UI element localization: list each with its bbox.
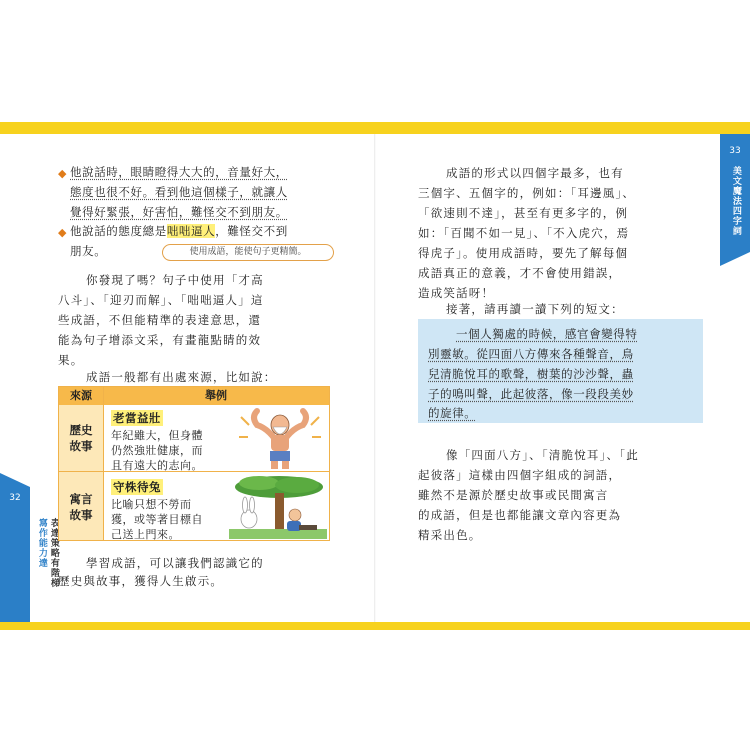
passage-line: 兒清脆悅耳的歌聲，樹葉的沙沙聲，蟲 [428,367,634,381]
category-fable [59,491,103,523]
bullet-2-line-2: 朋友。 [70,244,107,258]
tab-corner [720,252,750,266]
paragraph-line: 得虎子」。使用成語時，要先了解每個 [418,246,629,260]
paragraph-line: 學習成語，可以讓我們認識它的 [86,556,264,570]
bullet-1-line-2: 態度也很不好。看到他這個樣子，就讓人 [70,185,288,199]
table-header-source: 來源 [70,389,92,402]
paragraph-line: 精采出色。 [418,528,482,542]
category-line: 故事 [69,439,93,453]
paragraph-line: 接著，請再讀一讀下列的短文： [446,302,624,316]
idiom-title: 老當益壯 [113,411,161,425]
left-side-label: 寫作能力達 [36,518,47,568]
paragraph-line: 成語一般都有出處來源，比如說： [86,370,277,384]
idiom-definition-line: 獲，或等著目標自 [111,513,203,526]
idiom-highlight: 咄咄逼人 [166,224,216,238]
page-number-right: 33 [729,146,741,156]
paragraph-line: 三個字、五個字的，例如：「耳邊風」、 [418,186,636,200]
table-header-example: 舉例 [205,389,227,402]
diamond-bullet-icon: ◆ [58,226,67,239]
bottom-yellow-band [0,622,750,630]
left-side-title: 表達策略有階梯 [48,518,59,588]
paragraph-line: 成語的形式以四個字最多，也有 [446,166,624,180]
paragraph-line: 像「四面八方」、「清脆悅耳」、「此 [446,448,639,462]
page-number-left: 32 [9,493,21,503]
paragraph-line: 成語真正的意義，才不會使用錯誤， [418,266,622,280]
idiom-definition-line: 比喻只想不勞而 [111,498,192,511]
paragraph-line: 能為句子增添文采，有畫龍點睛的效 [58,333,262,347]
paragraph-line: 如：「百聞不如一見」、「不入虎穴，焉 [418,226,630,240]
paragraph-line: 起彼落」這樣由四個字組成的詞語， [418,468,622,482]
old-man-illustration [235,407,325,469]
table-divider [103,387,104,540]
tree-and-rabbit-illustration [229,475,327,539]
passage-line: 一個人獨處的時候，感官會變得特 [456,327,638,341]
paragraph-line: 雖然不是源於歷史故事或民間寓言 [418,488,609,502]
category-line: 故事 [69,508,93,522]
book-spine [374,134,376,622]
tip-callout: 使用成語，能使句子更精簡。 [162,244,334,261]
category-history [59,422,103,454]
paragraph-line: 「欲速則不達」，甚至有更多字的，例 [418,206,629,220]
tab-corner [0,473,30,487]
paragraph-line: 果。 [58,353,84,367]
paragraph-line: 些成語，不但能精準的表達意思，還 [58,313,262,327]
left-page-tab [0,487,30,622]
idiom-title: 守株待兔 [113,480,161,494]
paragraph-line: 八斗」、「迎刃而解」、「咄咄逼人」這 [58,293,264,307]
paragraph-line: 歷史與故事，獲得人生啟示。 [58,574,224,588]
passage-line: 子的鳴叫聲，此起彼落，像一段段美妙 [428,387,634,401]
passage-line: 別靈敏。從四面八方傳來各種聲音，鳥 [428,347,634,361]
diamond-bullet-icon: ◆ [58,167,67,180]
idiom-definition-line: 仍然強壯健康，而 [111,444,203,457]
idiom-definition-line: 己送上門來。 [111,528,180,541]
paragraph-line: 你發現了嗎？句子中使用「才高 [86,273,264,287]
category-line: 寓言 [69,492,93,506]
passage-line: 的旋律。 [428,406,477,420]
idiom-definition-line: 且有遠大的志向。 [111,459,203,472]
bullet-1-line-1: 他說話時，眼睛瞪得大大的，音量好大， [70,165,288,179]
bullet-2-text-b: ，難怪交不到 [215,224,288,238]
bullet-2-line-1 [70,223,288,239]
right-side-title: 美文魔法四字詞 [730,166,741,236]
bullet-1-line-3: 覺得好緊張，好害怕，難怪交不到朋友。 [70,205,288,219]
idiom-definition-line: 年紀雖大，但身體 [111,429,203,442]
top-yellow-band [0,122,750,134]
bullet-2-text-a: 他說話的態度總是 [70,224,167,238]
category-line: 歷史 [69,423,93,437]
idiom-source-table [58,386,330,541]
paragraph-line: 的成語，但是也都能讓文章內容更為 [418,508,622,522]
paragraph-line: 造成笑話呀！ [418,286,495,300]
